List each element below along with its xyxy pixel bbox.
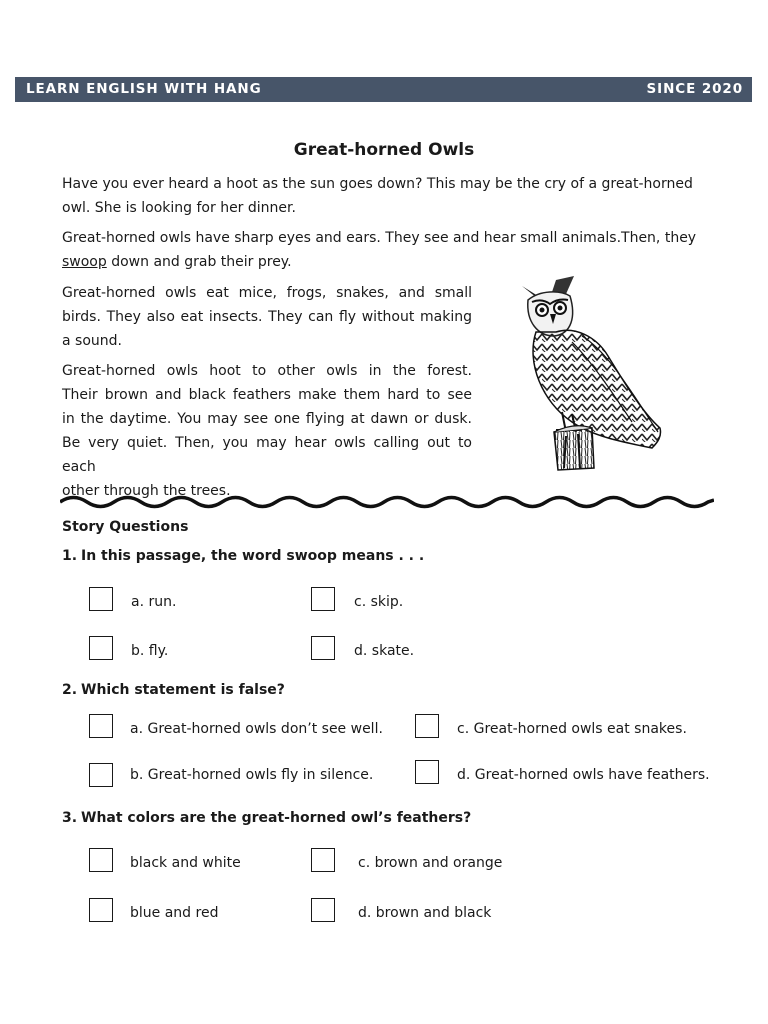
option-q2-b: b. Great-horned owls fly in silence. — [130, 767, 374, 783]
option-q3-b: blue and red — [130, 905, 219, 921]
option-q1-a: a. run. — [131, 594, 177, 610]
checkbox-q2-d[interactable] — [415, 760, 439, 784]
option-q3-a: black and white — [130, 855, 241, 871]
checkbox-q2-c[interactable] — [415, 714, 439, 738]
option-q1-d: d. skate. — [354, 643, 415, 659]
checkbox-q1-d[interactable] — [311, 636, 335, 660]
owl-illustration — [512, 272, 684, 472]
header-right-text: SINCE 2020 — [646, 81, 743, 97]
checkbox-q3-c[interactable] — [311, 848, 335, 872]
checkbox-q3-b[interactable] — [89, 898, 113, 922]
question-1: 1. In this passage, the word swoop means . . . — [62, 548, 425, 564]
question-3: 3. What colors are the great-horned owl’s feathers? — [62, 810, 472, 826]
passage-paragraph-2: Great-horned owls have sharp eyes and ears. They see and hear small animals.Then, they swoop down and grab their prey. — [62, 230, 697, 270]
passage-paragraph-3: Great-horned owls eat mice, frogs, snakes, and small birds. They also eat insects. They can fly without making a sound. — [62, 285, 472, 349]
option-q3-c: c. brown and orange — [358, 855, 503, 871]
question-2: 2. Which statement is false? — [62, 682, 285, 698]
checkbox-q2-b[interactable] — [89, 763, 113, 787]
passage-paragraph-4: Great-horned owls hoot to other owls in the forest. Their brown and black feathers make them hard to see in the daytime. You may see one flying at dawn or dusk. Be very quiet. Then, you may hear owls calling out to each other through the trees. — [62, 363, 472, 499]
story-questions-heading: Story Questions — [62, 519, 189, 535]
section-divider — [60, 491, 714, 513]
passage-paragraph-1: Have you ever heard a hoot as the sun goes down? This may be the cry of a great-horned owl. She is looking for her dinner. — [62, 176, 693, 216]
checkbox-q1-b[interactable] — [89, 636, 113, 660]
page-title: Great-horned Owls — [293, 140, 475, 160]
checkbox-q3-d[interactable] — [311, 898, 335, 922]
checkbox-q3-a[interactable] — [89, 848, 113, 872]
checkbox-q1-a[interactable] — [89, 587, 113, 611]
header-left-text: LEARN ENGLISH WITH HANG — [26, 81, 262, 97]
checkbox-q1-c[interactable] — [311, 587, 335, 611]
option-q2-a: a. Great-horned owls don’t see well. — [130, 721, 383, 737]
option-q2-c: c. Great-horned owls eat snakes. — [457, 721, 687, 737]
checkbox-q2-a[interactable] — [89, 714, 113, 738]
underlined-word: swoop — [62, 254, 107, 270]
option-q2-d: d. Great-horned owls have feathers. — [457, 767, 710, 783]
option-q1-b: b. fly. — [131, 643, 169, 659]
option-q1-c: c. skip. — [354, 594, 404, 610]
header-banner — [15, 77, 752, 102]
option-q3-d: d. brown and black — [358, 905, 492, 921]
